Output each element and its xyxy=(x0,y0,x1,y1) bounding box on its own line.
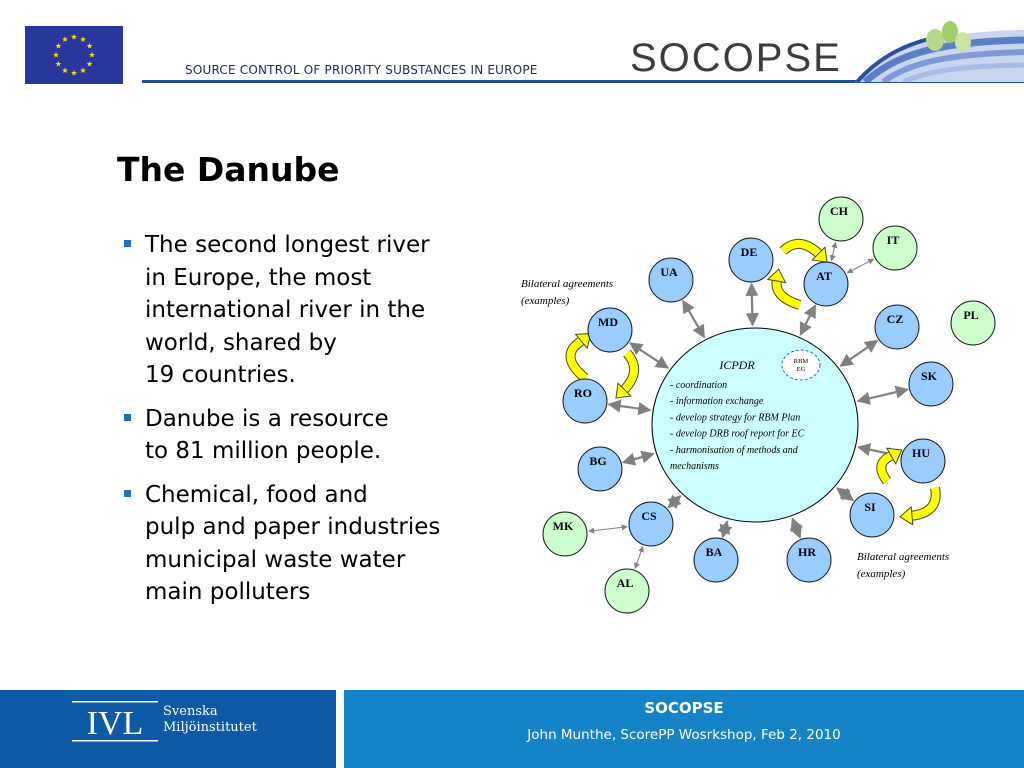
org-name xyxy=(163,704,257,736)
country-node-ro xyxy=(563,379,607,423)
bullet-text: Chemical, food and pulp and paper industries municipal waste water main polluters xyxy=(145,481,441,605)
slide-title: The Danube xyxy=(117,150,340,189)
svg-text:MK: MK xyxy=(552,519,574,533)
bullet-text: Danube is a resource to 81 million people. xyxy=(145,405,389,464)
icpdr-task: - harmonisation of methods and xyxy=(670,444,798,456)
annotation-top-line1: Bilateral agreements xyxy=(521,278,614,290)
bilateral-arrow xyxy=(623,353,634,391)
svg-text:BA: BA xyxy=(705,545,723,559)
relation-arrow xyxy=(623,454,653,463)
socopse-wave-logo xyxy=(855,10,1024,82)
relation-arrow xyxy=(635,547,643,569)
svg-text:PL: PL xyxy=(963,308,979,322)
ivl-logo-text: IVL xyxy=(86,705,144,742)
socopse-wordmark: SOCOPSE xyxy=(630,36,842,80)
org-name-line1: Svenska xyxy=(163,704,218,719)
bilateral-arrow xyxy=(783,244,820,255)
svg-text:DE: DE xyxy=(740,245,758,259)
relation-arrow xyxy=(723,521,727,536)
badge-line2: EG xyxy=(796,366,806,373)
relation-arrow xyxy=(847,259,873,273)
svg-text:RO: RO xyxy=(574,386,592,400)
relation-arrow xyxy=(683,301,704,337)
relation-arrow xyxy=(792,519,800,538)
svg-text:HR: HR xyxy=(798,545,816,559)
icpdr-task: - information exchange xyxy=(670,396,764,408)
country-node-ua xyxy=(649,258,693,302)
relation-arrow xyxy=(589,527,627,531)
relation-arrow xyxy=(609,404,650,410)
icpdr-task: - develop DRB roof report for EC xyxy=(670,428,805,440)
bullet-square-icon xyxy=(124,414,131,421)
bilateral-arrow xyxy=(776,279,800,305)
icpdr-diagram xyxy=(515,193,1015,623)
bullet-text: The second longest river in Europe, the most international river in the world, shared by 19 countries. xyxy=(145,232,430,388)
country-node-al xyxy=(605,569,649,613)
relation-arrow xyxy=(858,389,908,401)
svg-text:BG: BG xyxy=(589,454,607,468)
icpdr-task: mechanisms xyxy=(670,461,719,472)
relation-arrow xyxy=(668,496,680,507)
country-node-cz xyxy=(875,305,919,349)
footer-title: SOCOPSE xyxy=(644,699,724,717)
relation-arrow xyxy=(837,488,853,500)
ivl-logo xyxy=(72,700,162,744)
svg-text:IT: IT xyxy=(886,233,900,247)
annotation-bottom-line1: Bilateral agreements xyxy=(857,551,950,563)
country-node-it xyxy=(873,226,917,270)
svg-text:CH: CH xyxy=(830,204,848,218)
country-node-de xyxy=(729,238,773,282)
country-node-mk xyxy=(543,512,587,556)
footer-separator xyxy=(336,690,344,768)
bullet-square-icon xyxy=(124,240,131,247)
svg-text:SI: SI xyxy=(864,500,876,514)
svg-text:CS: CS xyxy=(641,509,657,523)
country-node-ba xyxy=(694,538,738,582)
svg-text:AL: AL xyxy=(616,576,634,590)
svg-text:UA: UA xyxy=(660,265,678,279)
svg-text:AT: AT xyxy=(816,269,832,283)
country-node-hr xyxy=(787,538,831,582)
relation-arrow xyxy=(831,242,835,260)
country-node-md xyxy=(588,308,632,352)
bilateral-arrow xyxy=(881,455,893,481)
country-node-si xyxy=(850,493,894,537)
bullet-item xyxy=(122,479,484,609)
svg-text:HU: HU xyxy=(912,446,930,460)
org-name-line2: Miljöinstitutet xyxy=(163,720,257,735)
country-node-pl xyxy=(951,301,995,345)
bilateral-arrow xyxy=(910,488,936,516)
bullet-square-icon xyxy=(124,490,131,497)
bullet-list xyxy=(122,229,484,619)
country-node-cs xyxy=(629,502,673,546)
country-node-hu xyxy=(901,439,945,483)
bullet-item xyxy=(122,403,484,468)
footer-subtitle: John Munthe, ScorePP Wosrkshop, Feb 2, 2010 xyxy=(527,727,841,743)
eu-flag-logo xyxy=(25,26,123,84)
annotation-bottom-line2: (examples) xyxy=(857,568,906,580)
svg-text:CZ: CZ xyxy=(886,312,904,326)
icpdr-task: - develop strategy for RBM Plan xyxy=(670,412,801,424)
country-node-ch xyxy=(819,197,863,241)
country-node-bg xyxy=(578,447,622,491)
svg-text:SK: SK xyxy=(920,369,938,383)
relation-arrow xyxy=(752,284,753,325)
country-node-sk xyxy=(909,362,953,406)
icpdr-center xyxy=(652,328,858,522)
svg-text:MD: MD xyxy=(598,315,618,329)
icpdr-task: - coordination xyxy=(670,380,728,391)
relation-arrow xyxy=(800,305,815,334)
annotation-top-line2: (examples) xyxy=(521,295,570,307)
relation-arrow xyxy=(841,341,878,366)
country-node-at xyxy=(804,262,848,306)
project-tagline: SOURCE CONTROL OF PRIORITY SUBSTANCES IN EUROPE xyxy=(185,63,538,77)
rbm-eg-badge xyxy=(782,350,820,380)
bullet-item xyxy=(122,229,484,392)
badge-line1: RBM xyxy=(793,358,809,365)
bilateral-arrowhead xyxy=(899,507,913,526)
icpdr-title: ICPDR xyxy=(719,358,755,372)
